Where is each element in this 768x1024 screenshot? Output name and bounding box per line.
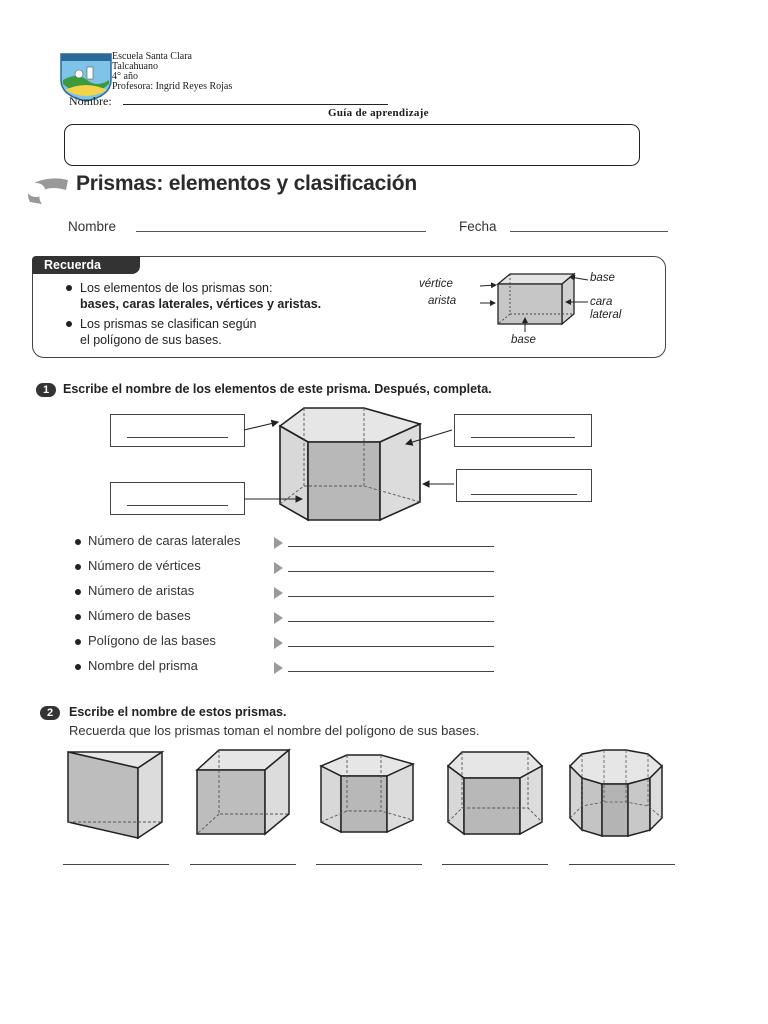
question-label: Número de vértices (88, 558, 201, 573)
school-name: Escuela Santa Clara (112, 51, 192, 62)
recuerda-tab: Recuerda (32, 256, 140, 274)
recuerda-text-1b: bases, caras laterales, vértices y aristas. (80, 297, 322, 311)
rectangular-prism-figure (193, 746, 293, 838)
arrow-right-icon (274, 537, 283, 549)
name-label: Nombre (68, 219, 117, 234)
name-label-top: Nombre: (69, 94, 112, 108)
school-grade: 4° año (112, 71, 138, 82)
title-decoration-icon (22, 172, 70, 206)
date-label: Fecha (459, 219, 497, 234)
prism-name-answer-2[interactable] (190, 864, 296, 865)
date-field[interactable] (510, 231, 668, 232)
exercise-2-subheading: Recuerda que los prismas toman el nombre del polígono de sus bases. (69, 723, 480, 738)
answer-line[interactable] (288, 546, 494, 547)
arrow-right-icon (274, 587, 283, 599)
question-label: Número de bases (88, 608, 191, 623)
hexagonal-prism-figure (444, 748, 548, 838)
top-answer-box[interactable] (64, 124, 640, 166)
school-city: Talcahuano (112, 61, 158, 72)
exercise-2-badge: 2 (40, 706, 60, 720)
bullet-icon (75, 614, 81, 620)
answer-line[interactable] (288, 621, 494, 622)
bullet-icon (66, 285, 72, 291)
arrow-right-icon (274, 662, 283, 674)
prism-name-answer-1[interactable] (63, 864, 169, 865)
prism-name-answer-3[interactable] (316, 864, 422, 865)
bullet-icon (75, 664, 81, 670)
question-label: Polígono de las bases (88, 633, 216, 648)
recuerda-text-1a: Los elementos de los prismas son: (80, 281, 273, 295)
exercise-1-heading: Escribe el nombre de los elementos de este prisma. Después, completa. (63, 382, 492, 396)
label-lateral: lateral (590, 309, 622, 321)
arrow-right-icon (274, 612, 283, 624)
name-field-top[interactable] (123, 104, 388, 105)
answer-box-top-left[interactable] (110, 414, 245, 447)
bullet-icon (75, 589, 81, 595)
exercise-1-badge: 1 (36, 383, 56, 397)
recuerda-text-2b: el polígono de sus bases. (80, 333, 222, 347)
guide-title: Guía de aprendizaje (328, 107, 429, 119)
triangular-prism-figure (62, 748, 166, 842)
label-cara: cara (590, 296, 613, 308)
question-label: Número de aristas (88, 583, 195, 598)
arrow-right-icon (274, 562, 283, 574)
label-base-bottom: base (511, 334, 536, 346)
prism-elements-diagram (480, 270, 590, 332)
label-arista: arista (428, 295, 457, 307)
teacher-name: Profesora: Ingrid Reyes Rojas (112, 81, 233, 92)
answer-line[interactable] (288, 671, 494, 672)
question-label: Nombre del prisma (88, 658, 198, 673)
label-vertice: vértice (419, 278, 453, 290)
answer-box-right[interactable] (456, 469, 592, 502)
exercise-2-heading: Escribe el nombre de estos prismas. (69, 705, 287, 719)
bullet-icon (66, 321, 72, 327)
worksheet-title: Prismas: elementos y clasificación (76, 172, 418, 195)
question-label: Número de caras laterales (88, 533, 241, 548)
answer-line[interactable] (288, 596, 494, 597)
octagonal-prism-figure (566, 748, 666, 838)
name-field[interactable] (136, 231, 426, 232)
answer-line[interactable] (288, 646, 494, 647)
pentagonal-prism-small-figure (317, 752, 417, 836)
answer-box-top-right[interactable] (454, 414, 592, 447)
recuerda-text-2a: Los prismas se clasifican según (80, 317, 257, 331)
bullet-icon (75, 539, 81, 545)
prism-name-answer-5[interactable] (569, 864, 675, 865)
arrow-right-icon (274, 637, 283, 649)
bullet-icon (75, 564, 81, 570)
label-base-top: base (590, 272, 615, 284)
pentagonal-prism-figure (240, 404, 464, 526)
answer-box-bottom-left[interactable] (110, 482, 245, 515)
prism-name-answer-4[interactable] (442, 864, 548, 865)
bullet-icon (75, 639, 81, 645)
answer-line[interactable] (288, 571, 494, 572)
